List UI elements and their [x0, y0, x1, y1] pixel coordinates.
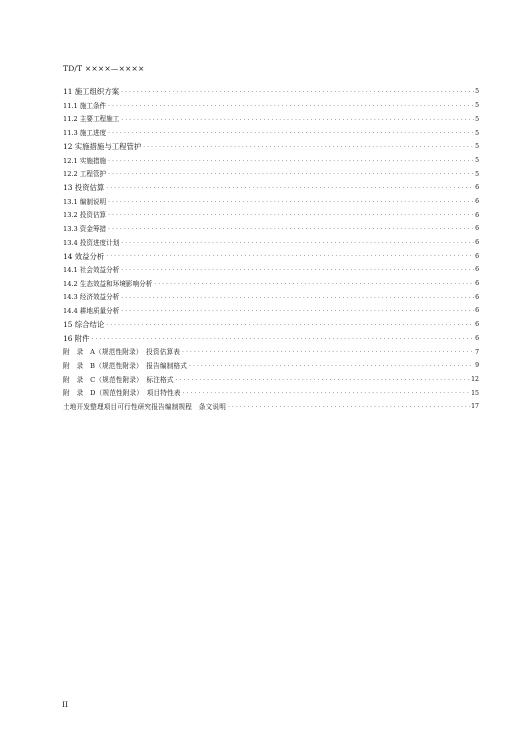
toc-entry-page: 12 — [471, 375, 479, 383]
toc-leader-dots — [106, 185, 474, 192]
toc-entry-label: 12.1 实施措施 — [63, 156, 107, 165]
toc-entry-page: 5 — [475, 143, 479, 151]
toc-entry-page: 5 — [475, 115, 479, 123]
toc-leader-dots — [106, 253, 474, 260]
toc-leader-dots — [92, 336, 475, 343]
toc-leader-dots — [189, 363, 474, 370]
toc-entry-page: 6 — [475, 184, 479, 192]
toc-entry-label: 11 施工组织方案 — [63, 87, 120, 97]
toc-entry-page: 6 — [475, 211, 479, 219]
toc-entry-label: 13.2 投资估算 — [63, 211, 107, 220]
toc-entry-label: 13 投资估算 — [63, 183, 105, 193]
toc-entry-page: 6 — [475, 225, 479, 233]
toc-entry-label: 14 效益分析 — [63, 251, 105, 261]
toc-entry-appendix[interactable] — [63, 369, 479, 383]
toc-entry-label: 14.2 生态效益和环境影响分析 — [63, 279, 153, 288]
toc-entry-label: 14.4 耕地质量分析 — [63, 307, 120, 316]
toc-entry-appendix[interactable] — [63, 342, 479, 356]
toc-entry-label: 12 实施措施与工程管护 — [63, 142, 142, 152]
toc-entry[interactable] — [63, 164, 479, 178]
toc-entry-label: 13.3 资金筹措 — [63, 224, 107, 233]
toc-entry-page: 6 — [475, 334, 479, 342]
toc-entry-page: 5 — [475, 88, 479, 96]
toc-entry[interactable] — [63, 96, 479, 110]
toc-entry-label: 13.4 投资进度计划 — [63, 238, 120, 247]
toc-entry-label: 土地开发整理项目可行性研究报告编制规程 条文说明 — [63, 402, 227, 411]
toc-entry-label: 16 附件 — [63, 333, 90, 343]
toc-entry[interactable] — [63, 315, 479, 329]
toc-entry[interactable] — [63, 301, 479, 315]
toc-entry[interactable] — [63, 123, 479, 137]
toc-leader-dots — [108, 130, 474, 137]
page-number: II — [62, 700, 68, 709]
table-of-contents — [63, 82, 479, 411]
toc-entry-page: 6 — [475, 252, 479, 260]
toc-leader-dots — [176, 377, 470, 384]
toc-entry[interactable] — [63, 233, 479, 247]
toc-entry[interactable] — [63, 150, 479, 164]
toc-entry-clause-explanation[interactable] — [63, 397, 479, 411]
toc-leader-dots — [121, 295, 474, 302]
toc-entry-page: 7 — [475, 348, 479, 356]
toc-entry-page: 6 — [475, 293, 479, 301]
toc-entry[interactable] — [63, 137, 479, 151]
toc-entry[interactable] — [63, 82, 479, 96]
toc-entry[interactable] — [63, 109, 479, 123]
toc-entry[interactable] — [63, 178, 479, 192]
toc-leader-dots — [183, 390, 470, 397]
toc-leader-dots — [108, 212, 474, 219]
toc-leader-dots — [121, 117, 474, 124]
toc-leader-dots — [121, 308, 474, 315]
toc-leader-dots — [154, 281, 474, 288]
toc-entry-label: 附 录 A（规范性附录） 投资估算表 — [63, 348, 181, 357]
toc-leader-dots — [108, 199, 474, 206]
toc-entry[interactable] — [63, 260, 479, 274]
toc-entry[interactable] — [63, 246, 479, 260]
toc-entry-label: 附 录 D（规范性附录） 项目特性表 — [63, 389, 181, 398]
toc-entry-label: 附 录 C（规范性附录） 标注格式 — [63, 375, 174, 384]
toc-entry-page: 5 — [475, 170, 479, 178]
toc-entry-page: 6 — [475, 321, 479, 329]
toc-entry[interactable] — [63, 219, 479, 233]
toc-leader-dots — [108, 103, 474, 110]
toc-leader-dots — [121, 267, 474, 274]
toc-entry-label: 14.3 经济效益分析 — [63, 293, 120, 302]
toc-leader-dots — [228, 404, 470, 411]
toc-entry-page: 9 — [475, 362, 479, 370]
toc-entry[interactable] — [63, 205, 479, 219]
toc-leader-dots — [108, 226, 474, 233]
toc-entry-page: 6 — [475, 197, 479, 205]
toc-leader-dots — [108, 171, 474, 178]
toc-entry-label: 15 综合结论 — [63, 319, 105, 329]
toc-entry-page: 6 — [475, 266, 479, 274]
toc-entry-page: 5 — [475, 102, 479, 110]
toc-entry-label: 11.1 施工条件 — [63, 101, 107, 110]
toc-leader-dots — [121, 240, 474, 247]
toc-entry-appendix[interactable] — [63, 356, 479, 370]
toc-entry-label: 13.1 编制说明 — [63, 197, 107, 206]
toc-leader-dots — [182, 349, 474, 356]
toc-leader-dots — [108, 158, 474, 165]
toc-leader-dots — [106, 322, 474, 329]
toc-entry-page: 17 — [471, 403, 479, 411]
toc-entry[interactable] — [63, 274, 479, 288]
document-code-header: TD/T ××××—×××× — [63, 64, 145, 73]
toc-entry[interactable] — [63, 328, 479, 342]
toc-entry-appendix[interactable] — [63, 383, 479, 397]
toc-entry-page: 6 — [475, 239, 479, 247]
toc-entry-page: 6 — [475, 307, 479, 315]
toc-entry-page: 6 — [475, 280, 479, 288]
toc-entry-page: 5 — [475, 156, 479, 164]
toc-entry-label: 12.2 工程管护 — [63, 170, 107, 179]
toc-leader-dots — [143, 144, 474, 151]
toc-entry-label: 11.2 主要工程施工 — [63, 115, 120, 124]
toc-entry[interactable] — [63, 192, 479, 206]
toc-entry-page: 5 — [475, 129, 479, 137]
toc-entry-label: 14.1 社会效益分析 — [63, 266, 120, 275]
toc-entry[interactable] — [63, 287, 479, 301]
toc-leader-dots — [121, 89, 474, 96]
toc-entry-label: 附 录 B（规范性附录） 报告编制格式 — [63, 361, 188, 370]
toc-entry-page: 15 — [471, 389, 479, 397]
toc-entry-label: 11.3 施工进度 — [63, 129, 107, 138]
